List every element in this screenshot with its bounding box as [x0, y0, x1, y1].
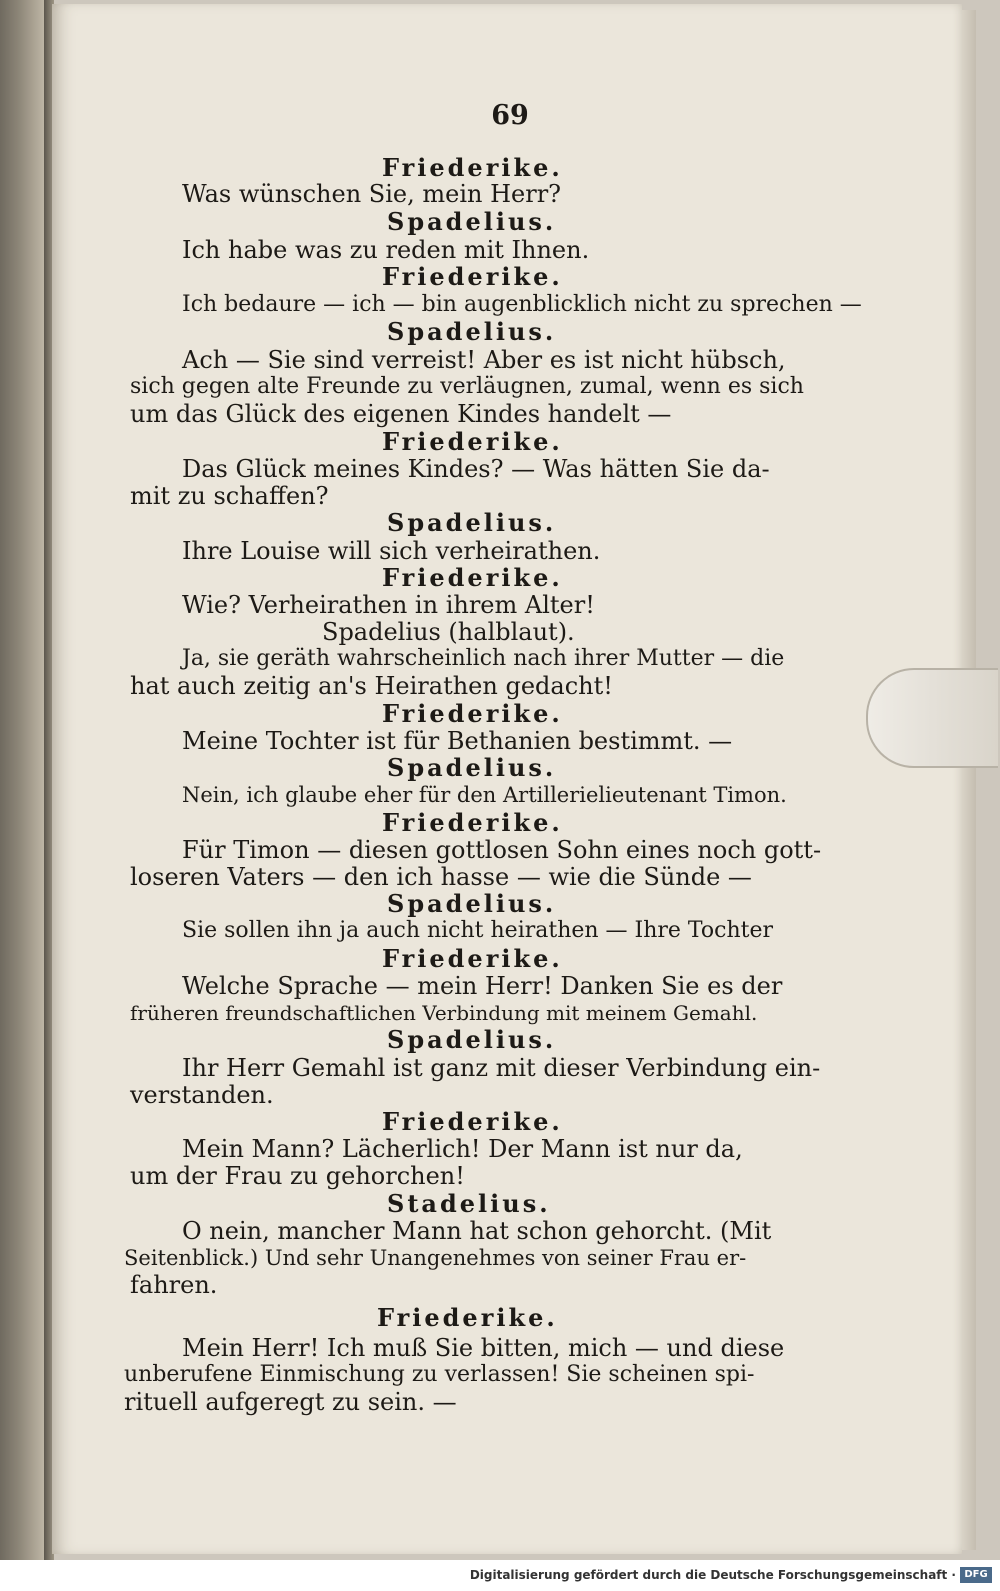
text-line: Das Glück meines Kindes? — Was hätten Sie da-	[182, 455, 770, 483]
speaker-line: Spadelius.	[387, 508, 557, 537]
page-clip	[866, 668, 998, 768]
speaker-line: Friederike.	[382, 427, 563, 456]
text-line: O nein, mancher Mann hat schon gehorcht. (Mit	[182, 1217, 772, 1245]
page-number: 69	[491, 100, 529, 131]
text-line: Ich bedaure — ich — bin augenblicklich nicht zu sprechen —	[182, 292, 862, 317]
text-line: um der Frau zu gehorchen!	[130, 1162, 465, 1190]
text-line: Ihr Herr Gemahl ist ganz mit dieser Verbindung ein-	[182, 1054, 821, 1082]
text-line: Ich habe was zu reden mit Ihnen.	[182, 236, 590, 264]
page-stack-edge	[962, 10, 976, 1550]
text-line: Welche Sprache — mein Herr! Danken Sie es der	[182, 972, 783, 1000]
speaker-line: Friederike.	[382, 699, 563, 728]
text-line: Seitenblick.) Und sehr Unangenehmes von seiner Frau er-	[124, 1246, 747, 1270]
footer-credit: Digitalisierung gefördert durch die Deutsche Forschungsgemeinschaft ·	[469, 1568, 956, 1582]
speaker-line: Friederike.	[382, 808, 563, 837]
text-line: unberufene Einmischung zu verlassen! Sie scheinen spi-	[124, 1362, 755, 1387]
speaker-line: Spadelius.	[387, 207, 557, 236]
text-line: rituell aufgeregt zu sein. —	[124, 1388, 457, 1416]
speaker-line: Spadelius (halblaut).	[322, 618, 575, 646]
book-page	[52, 4, 962, 1554]
speaker-line: Friederike.	[382, 262, 563, 291]
footer-bar	[0, 1560, 1000, 1591]
text-line: früheren freundschaftlichen Verbindung mit meinem Gemahl.	[130, 1001, 758, 1025]
speaker-line: Spadelius.	[387, 1025, 557, 1054]
speaker-line: Friederike.	[382, 563, 563, 592]
text-line: Mein Herr! Ich muß Sie bitten, mich — und diese	[182, 1334, 785, 1362]
speaker-line: Stadelius.	[387, 1189, 551, 1218]
dfg-logo: DFG	[960, 1567, 992, 1583]
text-line: hat auch zeitig an's Heirathen gedacht!	[130, 672, 613, 700]
text-line: Meine Tochter ist für Bethanien bestimmt. —	[182, 727, 733, 755]
speaker-line: Spadelius.	[387, 317, 557, 346]
text-line: Nein, ich glaube eher für den Artillerielieutenant Timon.	[182, 783, 787, 807]
text-line: loseren Vaters — den ich hasse — wie die Sünde —	[130, 863, 752, 891]
text-line: Sie sollen ihn ja auch nicht heirathen — Ihre Tochter	[182, 918, 774, 943]
text-line: Was wünschen Sie, mein Herr?	[182, 180, 562, 208]
text-line: Ja, sie geräth wahrscheinlich nach ihrer Mutter — die	[182, 646, 785, 671]
text-line: Für Timon — diesen gottlosen Sohn eines noch gott-	[182, 836, 822, 864]
text-line: Ihre Louise will sich verheirathen.	[182, 537, 601, 565]
speaker-line: Friederike.	[382, 1107, 563, 1136]
text-line: sich gegen alte Freunde zu verläugnen, zumal, wenn es sich	[130, 374, 804, 399]
speaker-line: Spadelius.	[387, 889, 557, 918]
speaker-line: Friederike.	[382, 153, 563, 182]
text-line: verstanden.	[130, 1081, 274, 1109]
text-line: fahren.	[130, 1271, 218, 1299]
speaker-line: Friederike.	[382, 944, 563, 973]
text-line: Ach — Sie sind verreist! Aber es ist nicht hübsch,	[182, 346, 786, 374]
speaker-line: Spadelius.	[387, 753, 557, 782]
text-line: mit zu schaffen?	[130, 482, 329, 510]
speaker-line: Friederike.	[377, 1303, 558, 1332]
text-line: um das Glück des eigenen Kindes handelt —	[130, 400, 672, 428]
text-line: Mein Mann? Lächerlich! Der Mann ist nur da,	[182, 1135, 743, 1163]
text-line: Wie? Verheirathen in ihrem Alter!	[182, 591, 595, 619]
